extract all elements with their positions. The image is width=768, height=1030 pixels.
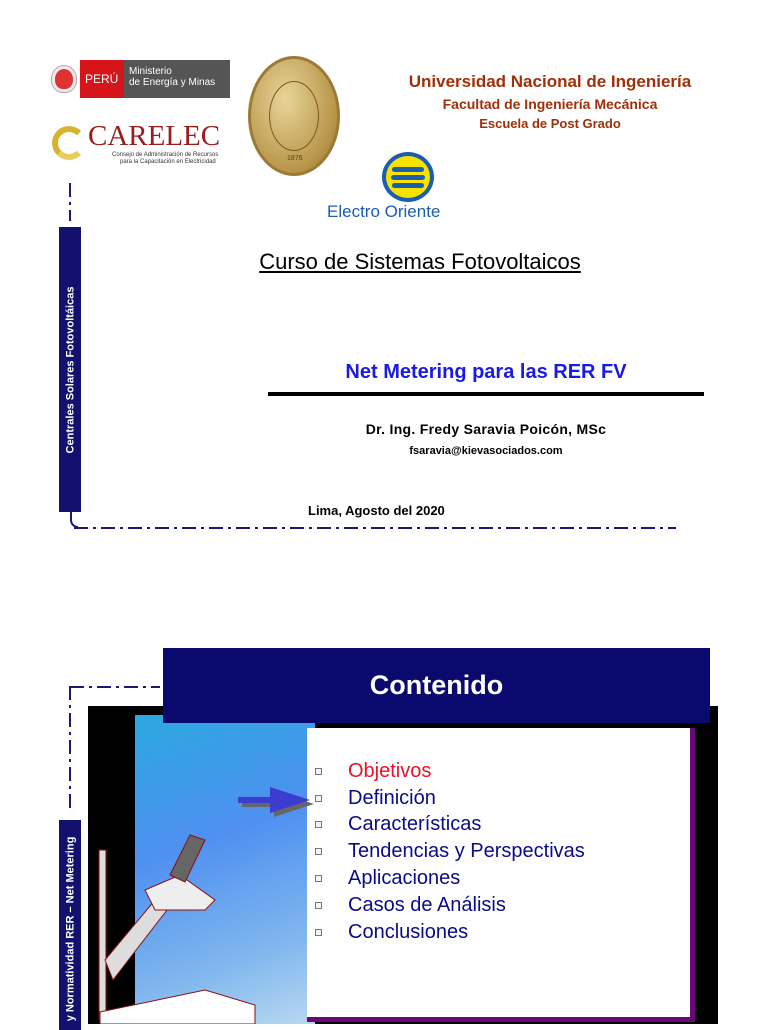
list-item[interactable]: Casos de Análisis [315,892,585,919]
side-label: Centrales Solares Fotovoltáicas [64,286,76,453]
electro-oriente-emblem-icon [382,152,434,202]
arrow-icon [236,785,316,817]
subtitle-underline [268,392,704,396]
author-name: Dr. Ing. Fredy Saravia Poicón, MSc [365,421,607,437]
talk-subtitle: Net Metering para las RER FV [345,361,627,383]
ministry-line1: Ministerio [129,66,172,77]
side-label: y Normatividad RER – Net Metering [64,836,76,1022]
electro-oriente-logo [325,152,490,222]
ministry-line2: de Energía y Minas [129,77,216,88]
carelec-name: CARELEC [88,120,221,152]
place-date: Lima, Agosto del 2020 [308,503,445,518]
peru-coat-of-arms-icon [48,60,80,98]
carelec-swirl-icon [52,126,86,160]
list-item[interactable]: Características [315,812,585,839]
bullet-icon [315,875,322,882]
list-item[interactable]: Objetivos [315,758,585,785]
list-item[interactable]: Tendencias y Perspectivas [315,838,585,865]
bullet-icon [315,848,322,855]
slide-title: Contenido [369,670,504,700]
list-item[interactable]: Aplicaciones [315,865,585,892]
peru-minem-logo [48,60,230,98]
content-list [315,758,585,946]
divider [70,512,78,528]
school-name: Escuela de Post Grado [479,116,621,131]
peru-label: PERÚ [80,60,124,98]
bullet-icon [315,795,322,802]
bullet-icon [315,902,322,909]
uni-seal-year: 1876 [287,155,303,162]
divider [69,686,71,810]
side-label-bar [59,820,81,1030]
author-email[interactable]: fsaravia@kievasociados.com [409,445,563,457]
bullet-icon [315,929,322,936]
carelec-line2: para la Capacitación en Electricidad [120,159,216,165]
title-bar [163,648,710,723]
list-item[interactable]: Conclusiones [315,919,585,946]
projector-icon [95,830,310,1024]
carelec-line1: Consejo de Administración de Recursos [112,152,219,158]
divider [70,686,160,688]
university-name: Universidad Nacional de Ingeniería [408,72,692,91]
course-title: Curso de Sistemas Fotovoltaicos [259,249,581,274]
faculty-name: Facultad de Ingeniería Mecánica [442,96,658,112]
divider [69,183,71,221]
list-item[interactable]: Definición [315,785,585,812]
bullet-icon [315,821,322,828]
bullet-icon [315,768,322,775]
carelec-logo [50,120,230,170]
electro-oriente-name: Electro Oriente [327,202,441,221]
side-label-bar [59,227,81,512]
divider [74,527,676,529]
